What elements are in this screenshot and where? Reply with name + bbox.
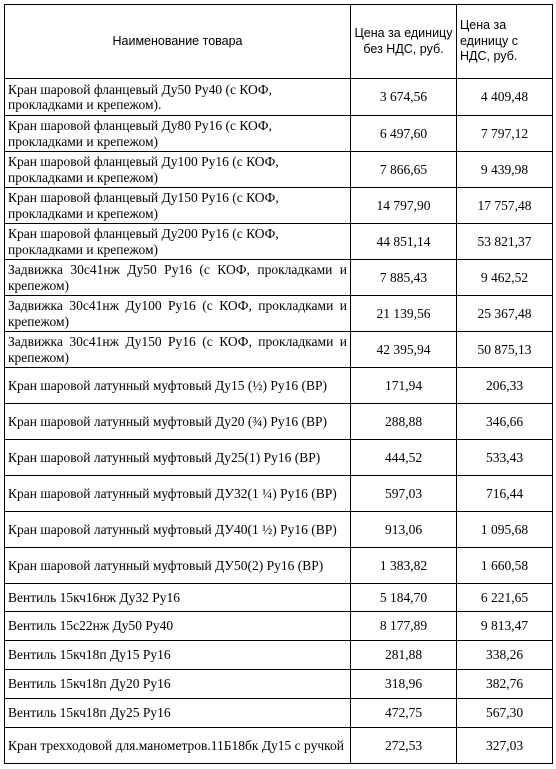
row-price-without-vat: 8 177,89 <box>351 612 457 641</box>
row-price-without-vat: 444,52 <box>351 440 457 476</box>
table-row <box>5 641 553 670</box>
row-price-with-vat: 1 095,68 <box>457 512 553 548</box>
table-row <box>5 728 553 764</box>
row-price-without-vat: 7 885,43 <box>351 260 457 296</box>
row-name: Вентиль 15кч18п Ду20 Ру16 <box>5 670 351 699</box>
row-price-with-vat: 17 757,48 <box>457 188 553 224</box>
column-header-price-without-vat: Цена за единицу без НДС, руб. <box>351 5 457 79</box>
row-name: Кран шаровой фланцевый Ду150 Ру16 (с КОФ, прокладками и крепежом) <box>5 188 351 224</box>
row-name: Кран шаровой латунный муфтовый ДУ32(1 ¼) Ру16 (ВР) <box>5 476 351 512</box>
row-name: Кран шаровой фланцевый Ду100 Ру16 (с КОФ, прокладками и крепежом) <box>5 152 351 188</box>
row-price-without-vat: 318,96 <box>351 670 457 699</box>
row-price-with-vat: 346,66 <box>457 404 553 440</box>
row-price-with-vat: 338,26 <box>457 641 553 670</box>
row-price-without-vat: 272,53 <box>351 728 457 764</box>
row-price-with-vat: 567,30 <box>457 699 553 728</box>
table-row <box>5 440 553 476</box>
row-price-with-vat: 6 221,65 <box>457 584 553 612</box>
row-price-with-vat: 327,03 <box>457 728 553 764</box>
row-price-without-vat: 913,06 <box>351 512 457 548</box>
row-price-with-vat: 4 409,48 <box>457 79 553 116</box>
row-name: Вентиль 15кч18п Ду15 Ру16 <box>5 641 351 670</box>
row-name: Задвижка 30с41нж Ду100 Ру16 (с КОФ, прокладками и крепежом) <box>5 296 351 332</box>
table-row <box>5 404 553 440</box>
row-price-without-vat: 171,94 <box>351 368 457 404</box>
row-price-without-vat: 288,88 <box>351 404 457 440</box>
row-price-without-vat: 7 866,65 <box>351 152 457 188</box>
row-name: Вентиль 15кч16нж Ду32 Ру16 <box>5 584 351 612</box>
row-price-with-vat: 1 660,58 <box>457 548 553 584</box>
column-header-price-with-vat: Цена за единицу с НДС, руб. <box>457 5 553 79</box>
row-price-with-vat: 53 821,37 <box>457 224 553 260</box>
table-row <box>5 584 553 612</box>
row-name: Кран шаровой латунный муфтовый ДУ50(2) Ру16 (ВР) <box>5 548 351 584</box>
table-row <box>5 188 553 224</box>
row-name: Кран шаровой фланцевый Ду200 Ру16 (с КОФ, прокладками и крепежом) <box>5 224 351 260</box>
row-name: Задвижка 30с41нж Ду50 Ру16 (с КОФ, прокладками и крепежом) <box>5 260 351 296</box>
row-price-with-vat: 25 367,48 <box>457 296 553 332</box>
table-row <box>5 260 553 296</box>
row-name: Вентиль 15кч18п Ду25 Ру16 <box>5 699 351 728</box>
row-name: Кран шаровой фланцевый Ду50 Ру40 (с КОФ, прокладками и крепежом). <box>5 79 351 116</box>
row-name: Кран шаровой латунный муфтовый Ду20 (¾) Ру16 (ВР) <box>5 404 351 440</box>
row-name: Кран шаровой латунный муфтовый ДУ40(1 ½) Ру16 (ВР) <box>5 512 351 548</box>
row-price-without-vat: 5 184,70 <box>351 584 457 612</box>
row-price-with-vat: 7 797,12 <box>457 116 553 152</box>
row-price-without-vat: 6 497,60 <box>351 116 457 152</box>
table-row <box>5 296 553 332</box>
table-row <box>5 224 553 260</box>
row-name: Кран шаровой латунный муфтовый Ду15 (½) Ру16 (ВР) <box>5 368 351 404</box>
table-row <box>5 116 553 152</box>
row-price-without-vat: 3 674,56 <box>351 79 457 116</box>
row-price-without-vat: 1 383,82 <box>351 548 457 584</box>
row-price-without-vat: 42 395,94 <box>351 332 457 368</box>
table-row <box>5 548 553 584</box>
row-name: Кран трехходовой для.манометров.11Б18бк Ду15 с ручкой <box>5 728 351 764</box>
row-price-without-vat: 14 797,90 <box>351 188 457 224</box>
table-row <box>5 332 553 368</box>
price-table <box>4 4 553 764</box>
row-price-without-vat: 44 851,14 <box>351 224 457 260</box>
row-price-with-vat: 533,43 <box>457 440 553 476</box>
row-price-without-vat: 281,88 <box>351 641 457 670</box>
table-row <box>5 368 553 404</box>
table-body <box>5 79 553 764</box>
header-row <box>5 5 553 79</box>
row-price-with-vat: 50 875,13 <box>457 332 553 368</box>
table-row <box>5 699 553 728</box>
row-price-with-vat: 9 439,98 <box>457 152 553 188</box>
table-row <box>5 612 553 641</box>
row-name: Вентиль 15с22нж Ду50 Ру40 <box>5 612 351 641</box>
table-row <box>5 79 553 116</box>
row-price-with-vat: 206,33 <box>457 368 553 404</box>
row-price-without-vat: 472,75 <box>351 699 457 728</box>
column-header-name: Наименование товара <box>5 5 351 79</box>
row-price-with-vat: 716,44 <box>457 476 553 512</box>
table-row <box>5 152 553 188</box>
row-price-with-vat: 382,76 <box>457 670 553 699</box>
row-name: Кран шаровой латунный муфтовый Ду25(1) Ру16 (ВР) <box>5 440 351 476</box>
row-name: Задвижка 30с41нж Ду150 Ру16 (с КОФ, прокладками и крепежом) <box>5 332 351 368</box>
table-row <box>5 512 553 548</box>
row-name: Кран шаровой фланцевый Ду80 Ру16 (с КОФ, прокладками и крепежом) <box>5 116 351 152</box>
row-price-with-vat: 9 462,52 <box>457 260 553 296</box>
table-row <box>5 670 553 699</box>
row-price-without-vat: 21 139,56 <box>351 296 457 332</box>
row-price-with-vat: 9 813,47 <box>457 612 553 641</box>
row-price-without-vat: 597,03 <box>351 476 457 512</box>
table-row <box>5 476 553 512</box>
